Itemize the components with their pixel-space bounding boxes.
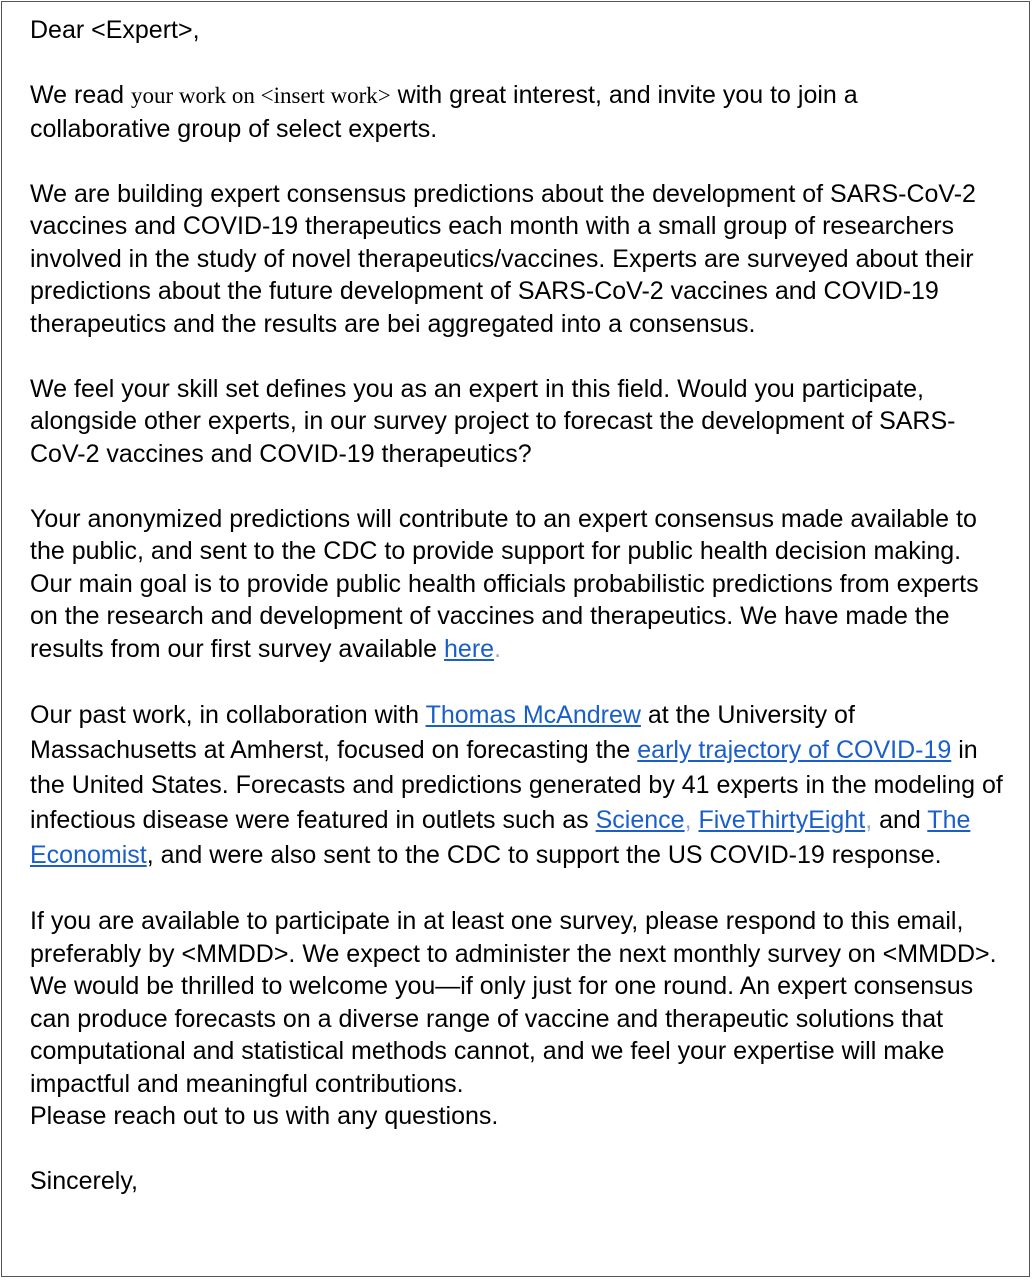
past-work-text-5: , and were also sent to the CDC to support the US COVID-19 response. — [146, 840, 942, 869]
email-letter — [1, 1, 1030, 1277]
invitation-text-end: with great interest, and invite you to join a collaborative group of select experts. — [30, 81, 858, 143]
past-work-text-3: in the United States. Forecasts and predictions generated by 41 experts in the modeling of infectious disease were featured in outlets such as — [30, 735, 1003, 834]
paragraph-gap — [30, 873, 1003, 906]
past-work-text-2: at the University of Massachusetts at Amherst, focused on forecasting the — [30, 700, 855, 764]
paragraph-gap — [30, 340, 1003, 373]
past-work-text-1: Our past work, in collaboration with — [30, 700, 426, 729]
link-thomas-mcandrew[interactable]: Thomas McAndrew — [425, 700, 641, 729]
paragraph-gap — [30, 1133, 1003, 1166]
paragraph-participation-request: We feel your skill set defines you as an expert in this field. Would you participate, alongside other experts, in our survey project to forecast the development of SARS-CoV-2 vaccines and COVID-19 therapeutics? — [30, 374, 956, 468]
paragraph-goal — [30, 503, 1003, 666]
paragraph-gap — [30, 665, 1003, 698]
paragraph-invitation — [30, 79, 1003, 145]
paragraph-availability: If you are available to participate in at least one survey, please respond to this email, preferably by <MMDD>. We expect to administer the next monthly survey on <MMDD>. We would be thrilled to welcome you—if only just for one round. An expert consensus can produce forecasts on a diverse range of vaccine and therapeutic solutions that computational and statistical methods cannot, and we feel your expertise will make impactful and meaningful contributions. — [30, 907, 997, 1098]
goal-text: Your anonymized predictions will contribute to an expert consensus made available to the public, and sent to the CDC to provide support for public health decision making. Our main goal is to provide public health officials probabilistic predictions from experts on the research and development of vaccines and therapeutics. We have made the results from our first survey available — [30, 504, 979, 663]
link-science[interactable]: Science — [595, 805, 685, 834]
paragraph-gap — [30, 47, 1003, 80]
link-early-trajectory[interactable]: early trajectory of COVID-19 — [637, 735, 952, 764]
closing: Sincerely, — [30, 1167, 138, 1195]
paragraph-project-description: We are building expert consensus predictions about the development of SARS-CoV-2 vaccines and COVID-19 therapeutics each month with a small group of researchers involved in the study of novel therapeutics/vaccines. Experts are surveyed about their predictions about the future development of SARS-CoV-2 vaccines and COVID-19 therapeutics and the results are bei aggregated into a consensus. — [30, 179, 976, 338]
paragraph-past-work — [30, 698, 1003, 873]
separator-comma-1: , — [684, 805, 699, 834]
paragraph-gap — [30, 145, 1003, 178]
separator-comma-2: , — [865, 805, 873, 834]
link-here[interactable]: here — [444, 634, 495, 663]
past-work-text-4: and — [872, 805, 928, 834]
link-fivethirtyeight[interactable]: FiveThirtyEight — [698, 805, 866, 834]
greeting: Dear <Expert>, — [30, 16, 200, 44]
link-the-economist[interactable]: The Economist — [30, 805, 971, 869]
paragraph-gap — [30, 470, 1003, 503]
invitation-text-start: We read — [30, 81, 131, 109]
invitation-placeholder-work: your work on <insert work> — [130, 83, 391, 108]
goal-end-period: . — [494, 634, 502, 663]
paragraph-questions: Please reach out to us with any questions. — [30, 1102, 499, 1130]
